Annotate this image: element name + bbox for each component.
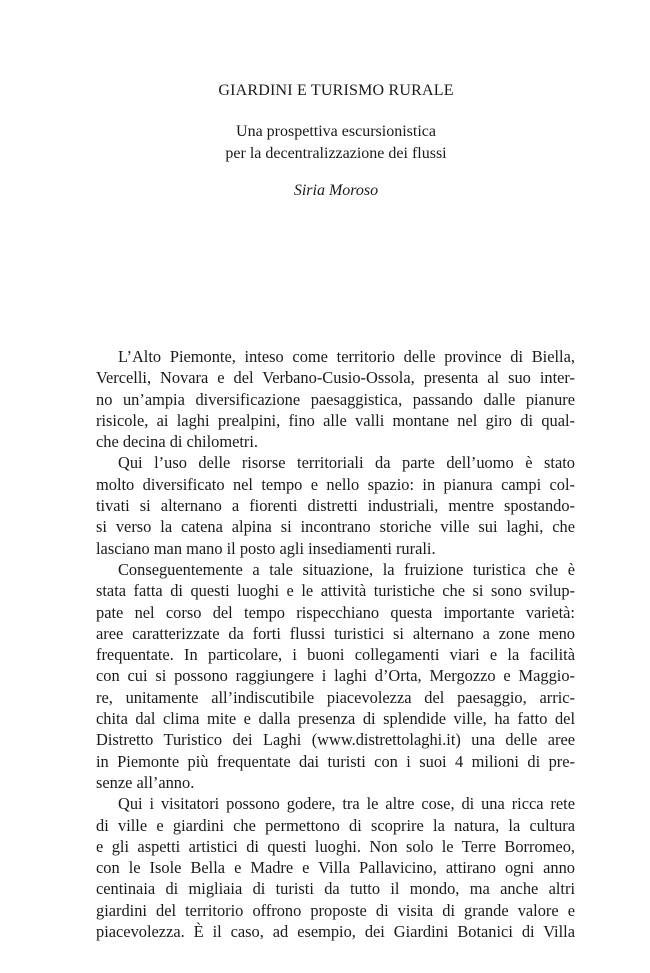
text-line: senze all’anno. — [96, 772, 195, 792]
paragraph-3 — [96, 559, 575, 793]
article-author: Siria Moroso — [293, 182, 379, 199]
text-line: giardini del territorio offrono proposte di visita di grande valore e — [96, 900, 575, 920]
text-line: Distretto Turistico dei Laghi (www.distrettolaghi.it) una delle aree — [96, 730, 575, 750]
subtitle-line-1: Una prospettiva escursionistica — [236, 123, 436, 140]
text-line: con le Isole Bella e Madre e Villa Pallavicino, attirano ogni anno — [96, 858, 575, 878]
text-line: piacevolezza. È il caso, ad esempio, dei Giardini Botanici di Villa — [96, 922, 575, 942]
text-line: e gli aspetti artistici di questi luoghi. Non solo le Terre Borromeo, — [96, 836, 575, 856]
text-line: molto diversificato nel tempo e nello spazio: in pianura campi col- — [96, 474, 575, 494]
text-line: in Piemonte più frequentate dai turisti con i suoi 4 milioni di pre- — [96, 751, 575, 771]
text-line: con cui si possono raggiungere i laghi d’Orta, Mergozzo e Maggio- — [96, 666, 575, 686]
text-line: pate nel corso del tempo rispecchiano questa importante varietà: — [96, 602, 575, 622]
article-title: GIARDINI E TURISMO RURALE — [218, 82, 454, 99]
text-line: aree caratterizzate da forti flussi turistici si alternano a zone meno — [96, 623, 575, 643]
text-line: risicole, ai laghi prealpini, fino alle valli montane nel giro di qual- — [96, 410, 575, 430]
text-line: si verso la catena alpina si incontrano storiche ville sui laghi, che — [96, 517, 575, 537]
text-line: no un’ampia diversificazione paesaggistica, passando dalle pianure — [96, 389, 575, 409]
article-subtitle — [0, 121, 650, 165]
subtitle-line-2: per la decentralizzazione dei flussi — [225, 145, 447, 162]
text-line: chita dal clima mite e dalla presenza di splendide ville, ha fatto del — [96, 709, 575, 729]
paragraph-1 — [96, 346, 575, 452]
text-line: re, unitamente all’indiscutibile piacevolezza del paesaggio, arric- — [96, 687, 575, 707]
text-line: tivati si alternano a fiorenti distretti industriali, mentre spostando- — [96, 496, 575, 516]
text-line: che decina di chilometri. — [96, 432, 259, 452]
text-line: Conseguentemente a tale situazione, la fruizione turistica che è — [118, 559, 575, 579]
text-line: Qui i visitatori possono godere, tra le altre cose, di una ricca rete — [118, 794, 575, 814]
paragraph-4 — [96, 793, 575, 942]
paragraph-2 — [96, 452, 575, 558]
text-line: Qui l’uso delle risorse territoriali da parte dell’uomo è stato — [118, 453, 575, 473]
article-body — [96, 346, 575, 942]
text-line: lasciano man mano il posto agli insediamenti rurali. — [96, 538, 436, 558]
text-line: di ville e giardini che permettono di scoprire la natura, la cultura — [96, 815, 575, 835]
text-line: centinaia di migliaia di turisti da tutto il mondo, ma anche altri — [96, 879, 575, 899]
text-line: L’Alto Piemonte, inteso come territorio delle province di Biella, — [118, 347, 575, 366]
text-line: frequentate. In particolare, i buoni collegamenti viari e la facilità — [96, 645, 575, 665]
text-line: Vercelli, Novara e del Verbano-Cusio-Ossola, presenta al suo inter- — [96, 368, 575, 388]
text-line: stata fatta di questi luoghi e le attività turistiche che si sono svilup- — [96, 581, 575, 601]
